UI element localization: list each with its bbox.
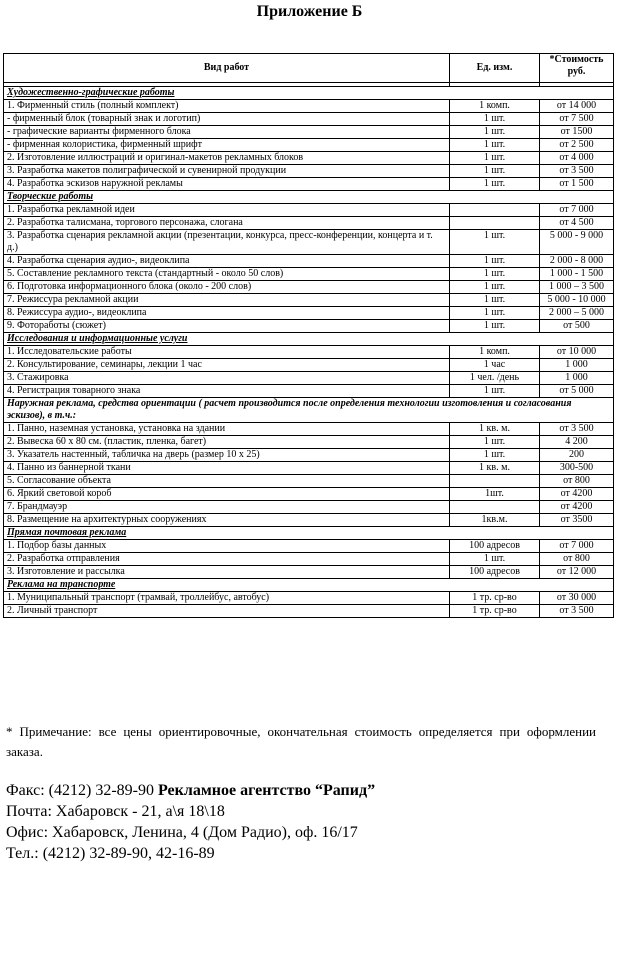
cell-price: 1 000 - 1 500	[540, 268, 614, 281]
cell-price: от 4 500	[540, 217, 614, 230]
table-row	[4, 372, 614, 385]
cell-unit: 1 кв. м.	[450, 423, 540, 436]
table-row	[4, 165, 614, 178]
table-row	[4, 359, 614, 372]
cell-unit: 1 шт.	[450, 139, 540, 152]
table-row	[4, 553, 614, 566]
cell-price: от 1 500	[540, 178, 614, 191]
cell-name: - фирменная колористика, фирменный шрифт	[4, 139, 450, 152]
cell-unit: 1кв.м.	[450, 514, 540, 527]
fax-number: Факс: (4212) 32-89-90	[6, 782, 154, 799]
cell-name: 2. Вывеска 60 х 80 см. (пластик, пленка, багет)	[4, 436, 450, 449]
table-row	[4, 385, 614, 398]
cell-name: 4. Разработка сценария аудио-, видеоклипа	[4, 255, 450, 268]
cell-price: от 7 000	[540, 204, 614, 217]
cell-unit: 1 шт.	[450, 553, 540, 566]
table-row	[4, 178, 614, 191]
cell-price: от 3 500	[540, 165, 614, 178]
agency-name: Рекламное агентство “Рапид”	[157, 782, 376, 799]
phone-numbers: Тел.: (4212) 32-89-90, 42-16-89	[6, 845, 215, 862]
table-row	[4, 126, 614, 139]
price-table	[3, 53, 614, 618]
cell-unit: 1 шт.	[450, 385, 540, 398]
contact-block	[6, 780, 606, 864]
cell-name: 8. Режиссура аудио-, видеоклипа	[4, 307, 450, 320]
cell-unit: 1 шт.	[450, 320, 540, 333]
cell-price: от 3 500	[540, 423, 614, 436]
table-row	[4, 217, 614, 230]
cell-name: 2. Личный транспорт	[4, 605, 450, 618]
cell-price: от 4 000	[540, 152, 614, 165]
page-title: Приложение Б	[256, 3, 363, 20]
cell-name: 6. Подготовка информационного блока (около - 200 слов)	[4, 281, 450, 294]
cell-name: 3. Изготовление и рассылка	[4, 566, 450, 579]
cell-unit: 1 шт.	[450, 126, 540, 139]
section-title: Наружная реклама, средства ориентации ( расчет производится после определения технологии изготовления и согласования эскизов), в т.ч.:	[4, 398, 614, 423]
cell-price: от 12 000	[540, 566, 614, 579]
office-address: Офис: Хабаровск, Ленина, 4 (Дом Радио), оф. 16/17	[6, 824, 358, 841]
section-row	[4, 191, 614, 204]
cell-price: 1 000	[540, 372, 614, 385]
section-row	[4, 398, 614, 423]
section-title: Художественно-графические работы	[4, 87, 614, 100]
cell-price: 1 000 – 3 500	[540, 281, 614, 294]
cell-unit: 1 шт.	[450, 165, 540, 178]
table-row	[4, 501, 614, 514]
cell-name: 4. Регистрация товарного знака	[4, 385, 450, 398]
header-price-line1: *Стоимость	[549, 54, 604, 65]
cell-price: от 800	[540, 475, 614, 488]
table-row	[4, 230, 614, 255]
cell-unit: 1 тр. ср-во	[450, 605, 540, 618]
cell-price: 4 200	[540, 436, 614, 449]
cell-price: от 3500	[540, 514, 614, 527]
cell-name: 4. Разработка эскизов наружной рекламы	[4, 178, 450, 191]
cell-unit: 1 шт.	[450, 449, 540, 462]
cell-price: 300-500	[540, 462, 614, 475]
cell-name: 7. Брандмауэр	[4, 501, 450, 514]
cell-name: 2. Разработка отправления	[4, 553, 450, 566]
table-row	[4, 113, 614, 126]
cell-unit: 1 шт.	[450, 152, 540, 165]
cell-name: 1. Фирменный стиль (полный комплект)	[4, 100, 450, 113]
cell-name: - графические варианты фирменного блока	[4, 126, 450, 139]
cell-name: 6. Яркий световой короб	[4, 488, 450, 501]
section-title: Исследования и информационные услуги	[4, 333, 614, 346]
cell-unit: 1шт.	[450, 488, 540, 501]
table-row	[4, 488, 614, 501]
section-row	[4, 333, 614, 346]
cell-name: 1. Подбор базы данных	[4, 540, 450, 553]
table-row	[4, 449, 614, 462]
cell-price: 200	[540, 449, 614, 462]
table-row	[4, 605, 614, 618]
section-title: Реклама на транспорте	[4, 579, 614, 592]
cell-unit: 1 шт.	[450, 294, 540, 307]
cell-unit: 1 час	[450, 359, 540, 372]
cell-name: 3. Указатель настенный, табличка на дверь (размер 10 х 25)	[4, 449, 450, 462]
header-price-line2: руб.	[567, 66, 586, 77]
table-row	[4, 281, 614, 294]
cell-unit	[450, 501, 540, 514]
cell-unit: 1 тр. ср-во	[450, 592, 540, 605]
cell-unit: 100 адресов	[450, 566, 540, 579]
cell-price: от 3 500	[540, 605, 614, 618]
cell-price: от 7 000	[540, 540, 614, 553]
cell-price: от 14 000	[540, 100, 614, 113]
price-note: * Примечание: все цены ориентировочные, окончательная стоимость определяется при оформлении заказа.	[6, 724, 596, 759]
cell-name: 9. Фотоработы (сюжет)	[4, 320, 450, 333]
cell-name: 7. Режиссура рекламной акции	[4, 294, 450, 307]
table-row	[4, 423, 614, 436]
section-row	[4, 579, 614, 592]
cell-price: от 5 000	[540, 385, 614, 398]
cell-unit: 1 шт.	[450, 436, 540, 449]
section-title: Прямая почтовая реклама	[4, 527, 614, 540]
cell-unit: 1 шт.	[450, 178, 540, 191]
cell-name: 8. Размещение на архитектурных сооружениях	[4, 514, 450, 527]
table-row	[4, 566, 614, 579]
cell-price: от 800	[540, 553, 614, 566]
table-row	[4, 255, 614, 268]
table-header-row	[4, 54, 614, 83]
table-row	[4, 462, 614, 475]
table-row	[4, 294, 614, 307]
header-work-type: Вид работ	[4, 54, 450, 83]
cell-name: 5. Составление рекламного текста (стандартный - около 50 слов)	[4, 268, 450, 281]
cell-price: от 30 000	[540, 592, 614, 605]
cell-name: 2. Разработка талисмана, торгового персонажа, слогана	[4, 217, 450, 230]
cell-name: 1. Муниципальный транспорт (трамвай, троллейбус, автобус)	[4, 592, 450, 605]
cell-name: 3. Стажировка	[4, 372, 450, 385]
cell-unit: 1 кв. м.	[450, 462, 540, 475]
table-row	[4, 139, 614, 152]
table-row	[4, 514, 614, 527]
header-price	[540, 54, 614, 83]
cell-name: 2. Изготовление иллюстраций и оригинал-макетов рекламных блоков	[4, 152, 450, 165]
cell-name: 1. Панно, наземная установка, установка на здании	[4, 423, 450, 436]
cell-unit: 1 комп.	[450, 346, 540, 359]
cell-unit: 1 шт.	[450, 230, 540, 255]
cell-name: 2. Консультирование, семинары, лекции 1 час	[4, 359, 450, 372]
cell-unit: 1 шт.	[450, 268, 540, 281]
cell-unit: 1 шт.	[450, 307, 540, 320]
table-row	[4, 204, 614, 217]
table-row	[4, 152, 614, 165]
table-row	[4, 592, 614, 605]
cell-name: 5. Согласование объекта	[4, 475, 450, 488]
cell-unit	[450, 217, 540, 230]
cell-name: - фирменный блок (товарный знак и логотип)	[4, 113, 450, 126]
cell-price: от 1500	[540, 126, 614, 139]
cell-name: 3. Разработка сценария рекламной акции (презентации, конкурса, пресс-конференции, концерта и т. д.)	[4, 230, 450, 255]
cell-price: от 2 500	[540, 139, 614, 152]
table-row	[4, 307, 614, 320]
section-title: Творческие работы	[4, 191, 614, 204]
cell-name: 3. Разработка макетов полиграфической и сувенирной продукции	[4, 165, 450, 178]
table-row	[4, 346, 614, 359]
cell-unit: 100 адресов	[450, 540, 540, 553]
cell-name: 1. Разработка рекламной идеи	[4, 204, 450, 217]
cell-price: от 7 500	[540, 113, 614, 126]
fax-line	[6, 780, 606, 801]
table-row	[4, 320, 614, 333]
cell-price: 2 000 - 8 000	[540, 255, 614, 268]
section-row	[4, 87, 614, 100]
cell-price: от 4200	[540, 488, 614, 501]
table-body	[4, 87, 614, 618]
cell-price: 5 000 - 9 000	[540, 230, 614, 255]
table-row	[4, 475, 614, 488]
cell-price: 5 000 - 10 000	[540, 294, 614, 307]
table-row	[4, 100, 614, 113]
cell-unit: 1 шт.	[450, 281, 540, 294]
table-row	[4, 436, 614, 449]
table-row	[4, 268, 614, 281]
cell-price: от 4200	[540, 501, 614, 514]
mail-address: Почта: Хабаровск - 21, а\я 18\18	[6, 803, 225, 820]
header-unit: Ед. изм.	[450, 54, 540, 83]
cell-unit: 1 чел. /день	[450, 372, 540, 385]
cell-unit	[450, 204, 540, 217]
cell-price: 2 000 – 5 000	[540, 307, 614, 320]
section-row	[4, 527, 614, 540]
cell-unit	[450, 475, 540, 488]
cell-price: 1 000	[540, 359, 614, 372]
cell-unit: 1 шт.	[450, 255, 540, 268]
cell-unit: 1 шт.	[450, 113, 540, 126]
cell-name: 4. Панно из баннерной ткани	[4, 462, 450, 475]
cell-name: 1. Исследовательские работы	[4, 346, 450, 359]
table-row	[4, 540, 614, 553]
cell-price: от 10 000	[540, 346, 614, 359]
cell-price: от 500	[540, 320, 614, 333]
cell-unit: 1 комп.	[450, 100, 540, 113]
